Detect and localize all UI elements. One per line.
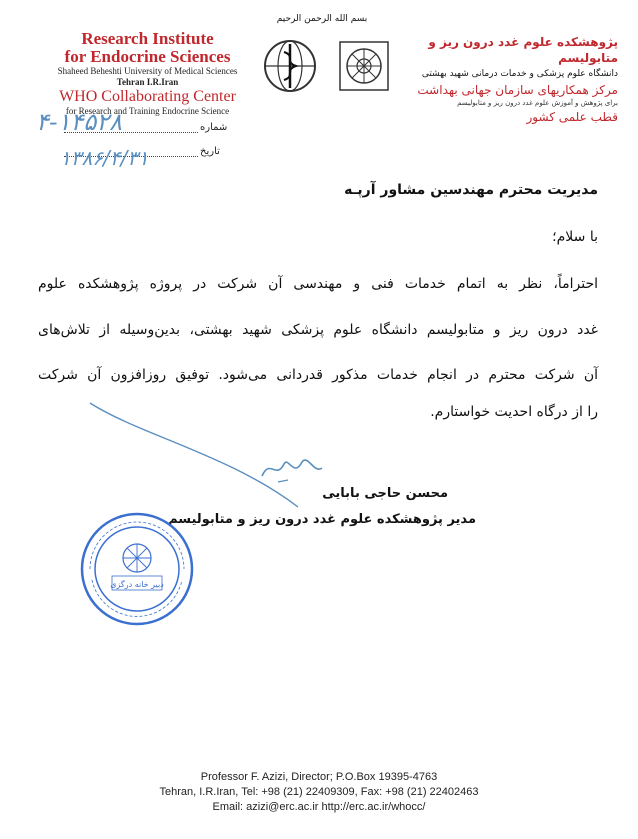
body-line-2: غدد درون ریز و متابولیسم دانشگاه علوم پزشکی شهید بهشتی، بدین‌وسیله از تلاش‌های — [38, 322, 598, 338]
university-name: Shaheed Beheshti University of Medical Sciences — [57, 66, 238, 76]
date-label: تاریخ — [200, 146, 220, 157]
institute-title-line-1: Research Institute — [81, 29, 214, 48]
handwritten-signature — [258, 450, 328, 490]
body-line-1: احتراماً، نظر به اتمام خدمات فنی و مهندسی آن شرکت در پروژه پژوهشکده علوم — [38, 276, 598, 292]
official-stamp — [78, 510, 196, 628]
who-logo — [262, 38, 318, 94]
footer-line-2: Tehran, I.R.Iran, Tel: +98 (21) 22409309, Fax: +98 (21) 22402463 — [159, 786, 479, 798]
institute-title-line-2: for Endocrine Sciences — [64, 47, 231, 66]
number-label: شماره — [200, 122, 228, 133]
who-center-persian: مرکز همکاریهای سازمان جهانی بهداشت — [417, 83, 618, 97]
footer-line-3: Email: azizi@erc.ac.ir http://erc.ac.ir/whocc/ — [212, 801, 426, 813]
national-pole-persian: قطب علمی کشور — [526, 110, 618, 124]
body-line-3: آن شرکت محترم در انجام خدمات مذکور قدردانی می‌شود. توفیق روزافزون آن شرکت — [38, 367, 598, 383]
institute-title-persian: پژوهشکده علوم غدد درون ریز و متابولیسم — [428, 35, 618, 65]
greeting: با سلام؛ — [552, 229, 598, 245]
university-name-persian: دانشگاه علوم پزشکی و خدمات درمانی شهید بهشتی — [421, 69, 618, 79]
letterhead-english — [40, 30, 255, 117]
signatory-title: مدیر پژوهشکده علوم غدد درون ریز و متابولیسم — [168, 512, 476, 527]
letterhead-persian — [393, 34, 618, 125]
body-line-4: را از درگاه احدیت خواستارم. — [430, 404, 598, 420]
signatory-name: محسن حاجی بابایی — [322, 486, 448, 501]
handwritten-date: ۱۳۸۶/۴/۳۱ — [60, 146, 149, 170]
city-line: Tehran I.R.Iran — [116, 77, 179, 87]
stamp-center-text: دبیر خانه درگزی — [110, 580, 164, 589]
who-purpose: for Research and Training Endocrine Science — [65, 106, 230, 116]
who-purpose-persian: برای پژوهش و آموزش علوم غدد درون ریز و متابولیسم — [457, 99, 618, 107]
footer-line-1: Professor F. Azizi, Director; P.O.Box 19395-4763 — [200, 771, 438, 783]
basmala: بسم الله الرحمن الرحيم — [276, 14, 368, 24]
who-collaborating-center: WHO Collaborating Center — [59, 88, 236, 105]
recipient-line: مدیریت محترم مهندسین مشاور آرپـه — [344, 182, 598, 198]
footer — [0, 770, 638, 815]
handwritten-number: ۴-۱۴۵۲۸ — [36, 108, 123, 136]
university-emblem-logo — [338, 40, 390, 92]
